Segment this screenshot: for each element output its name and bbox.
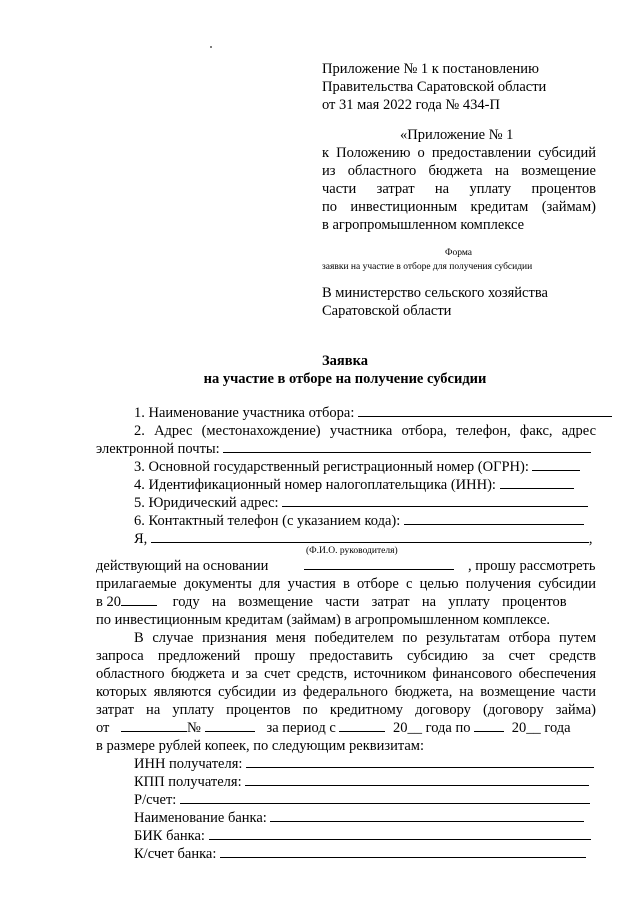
- field-2-input[interactable]: [223, 440, 591, 453]
- annex-line-2: к Положению о предоставлении субсидий: [322, 145, 596, 161]
- p2-line-1: В случае признания меня победителем по результатам отбора путем: [134, 630, 596, 646]
- field-3-input[interactable]: [532, 458, 580, 471]
- req-bik-input[interactable]: [209, 827, 591, 840]
- p1-line-3: [96, 593, 596, 611]
- field-2-label-b: электронной почты:: [96, 441, 220, 457]
- p1-line-2: прилагаемые документы для участия в отборе с целью получения субсидии: [96, 576, 596, 592]
- period-to-input[interactable]: [474, 719, 504, 732]
- p2-line-6: [96, 719, 596, 737]
- req-kpp-input[interactable]: [245, 773, 589, 786]
- ya-label: Я,: [134, 531, 148, 547]
- field-4-row: [134, 476, 634, 494]
- number-sign: №: [187, 720, 201, 736]
- req-bik-row: [134, 827, 634, 845]
- annex-line-6: в агропромышленном комплексе: [322, 217, 525, 233]
- req-inn-row: [134, 755, 634, 773]
- ot-label: от: [96, 720, 110, 736]
- p1-line-1: [96, 557, 596, 575]
- field-1-label: 1. Наименование участника отбора:: [134, 405, 355, 421]
- page-title: Заявка: [322, 353, 368, 369]
- recipient-line-2: Саратовской области: [322, 303, 452, 319]
- field-2-row: [96, 440, 596, 458]
- annex-line-1: «Приложение № 1: [400, 127, 514, 143]
- field-5-label: 5. Юридический адрес:: [134, 495, 279, 511]
- fio-input[interactable]: [151, 530, 589, 543]
- contract-number-input[interactable]: [205, 719, 255, 732]
- req-bank-input[interactable]: [270, 809, 584, 822]
- header-line-3: от 31 мая 2022 года № 434-П: [322, 97, 500, 113]
- p2-line-4: которых являются субсидии из федерального бюджета, на возмещение части: [96, 684, 596, 700]
- p2-line-5: затрат на уплату процентов по кредитному договору (договору займа): [96, 702, 596, 718]
- basis-input[interactable]: [304, 557, 454, 570]
- field-3-label: 3. Основной государственный регистрационный номер (ОГРН):: [134, 459, 529, 475]
- req-bank-row: [134, 809, 634, 827]
- req-corr-input[interactable]: [220, 845, 586, 858]
- field-5-row: [134, 494, 634, 512]
- period-from-input[interactable]: [339, 719, 385, 732]
- req-kpp-row: [134, 773, 634, 791]
- fio-caption: (Ф.И.О. руководителя): [306, 546, 398, 556]
- p1-year-prefix: в 20: [96, 594, 121, 610]
- req-account-row: [134, 791, 634, 809]
- field-6-row: [134, 512, 634, 530]
- req-bank-label: Наименование банка:: [134, 810, 267, 826]
- field-3-row: [134, 458, 634, 476]
- page-subtitle: на участие в отборе на получение субсидии: [203, 371, 487, 387]
- period-label: за период с: [266, 720, 336, 736]
- p1-basis-label: действующий на основании: [96, 558, 269, 574]
- p1-line-4: по инвестиционным кредитам (займам) в агропромышленном комплексе.: [96, 612, 551, 628]
- header-line-2: Правительства Саратовской области: [322, 79, 547, 95]
- p1-request-text: , прошу рассмотреть: [467, 558, 596, 574]
- field-2-label-a: 2. Адрес (местонахождение) участника отбора, телефон, факс, адрес: [134, 423, 596, 439]
- req-inn-label: ИНН получателя:: [134, 756, 243, 772]
- field-5-input[interactable]: [282, 494, 588, 507]
- form-label: Форма: [445, 248, 473, 258]
- req-corr-label: К/счет банка:: [134, 846, 217, 862]
- header-line-1: Приложение № 1 к постановлению: [322, 61, 539, 77]
- p1-year-text: году на возмещение части затрат на уплату процентов: [172, 594, 567, 610]
- annex-line-3: из областного бюджета на возмещение: [322, 163, 596, 179]
- year-input[interactable]: [121, 593, 157, 606]
- field-1-row: [134, 404, 634, 422]
- recipient-line-1: В министерство сельского хозяйства: [322, 285, 548, 301]
- field-4-label: 4. Идентификационный номер налогоплательщика (ИНН):: [134, 477, 496, 493]
- annex-line-5: по инвестиционным кредитам (займам): [322, 199, 596, 215]
- form-subtitle: заявки на участие в отборе для получения субсидии: [322, 262, 533, 272]
- req-account-label: Р/счет:: [134, 792, 177, 808]
- req-corr-row: [134, 845, 634, 863]
- req-inn-input[interactable]: [246, 755, 594, 768]
- scan-speck: [210, 46, 212, 48]
- p2-line-7: в размере рублей копеек, по следующим реквизитам:: [96, 738, 424, 754]
- req-kpp-label: КПП получателя:: [134, 774, 242, 790]
- contract-date-input[interactable]: [121, 719, 187, 732]
- field-6-input[interactable]: [404, 512, 584, 525]
- p2-line-2: запроса предложений прошу предоставить субсидию за счет средств: [96, 648, 596, 664]
- field-4-input[interactable]: [500, 476, 574, 489]
- field-1-input[interactable]: [358, 404, 612, 417]
- annex-line-4: части затрат на уплату процентов: [322, 181, 596, 197]
- field-6-label: 6. Контактный телефон (с указанием кода):: [134, 513, 401, 529]
- fio-comma: ,: [588, 531, 593, 547]
- period-mid-text: 20__ года по: [393, 720, 471, 736]
- period-end-text: 20__ года: [511, 720, 571, 736]
- req-bik-label: БИК банка:: [134, 828, 205, 844]
- p2-line-3: областного бюджета и за счет средств, источником финансового обеспечения: [96, 666, 596, 682]
- req-account-input[interactable]: [180, 791, 590, 804]
